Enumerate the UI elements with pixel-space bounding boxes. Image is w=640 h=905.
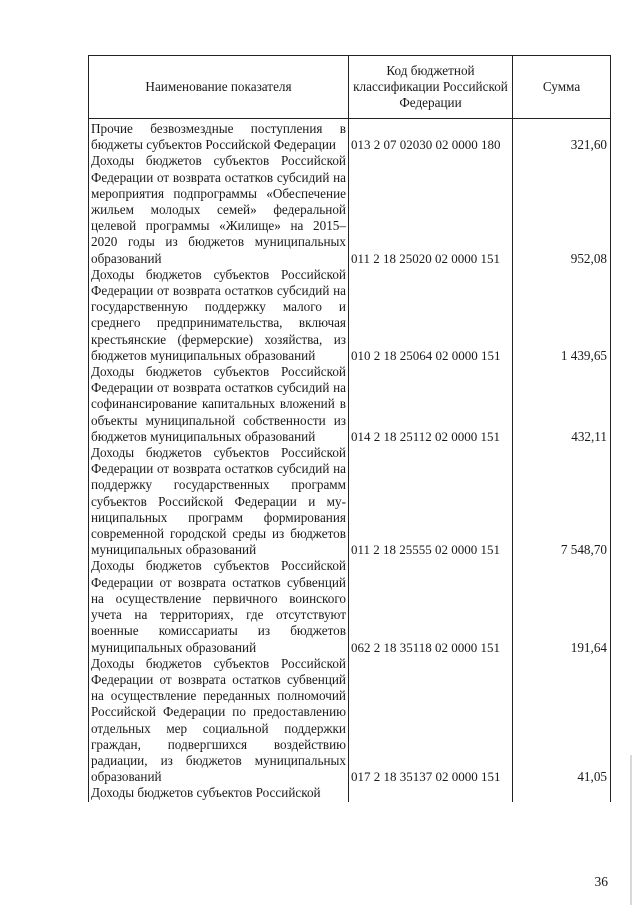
row-name: Доходы бюджетов субъектов Российской Федерации от возврата остатков субсидий на мероприятия подпрограммы «Обеспечение жильем молодых семей» федеральной целевой программы «Жилище» на 2015–2020 годы из бюджетов муниципальных образований (89, 153, 349, 266)
table-row (89, 364, 611, 445)
row-name: Доходы бюджетов субъектов Российской (89, 785, 349, 801)
row-name: Доходы бюджетов субъектов Российской Федерации от возврата остатков субсидий на софинансирование капитальных вложений в объекты муниципальной собственности из бюджетов муниципальных образований (89, 364, 349, 445)
row-code: 013 2 07 02030 02 0000 180 (349, 119, 513, 154)
revenue-table (88, 55, 611, 802)
scan-edge-shadow (630, 755, 632, 905)
header-code: Код бюджетной классификации Российской Федерации (349, 56, 513, 119)
row-code: 014 2 18 25112 02 0000 151 (349, 364, 513, 445)
row-amount: 952,08 (513, 153, 611, 266)
row-code: 017 2 18 35137 02 0000 151 (349, 656, 513, 786)
row-amount: 1 439,65 (513, 267, 611, 364)
table-row (89, 267, 611, 364)
page-number: 36 (594, 874, 608, 889)
row-amount: 191,64 (513, 558, 611, 655)
row-code: 062 2 18 35118 02 0000 151 (349, 558, 513, 655)
row-name: Доходы бюджетов субъектов Российской Федерации от возврата остатков субвенций на осуществление переданных полномочий Российской Федерации по предоставлению отдельных мер социальной поддержки граждан, подвергшихся воздействию радиации, из бюджетов муниципальных образований (89, 656, 349, 786)
header-amount: Сумма (513, 56, 611, 119)
row-code: 011 2 18 25555 02 0000 151 (349, 445, 513, 558)
row-amount (513, 785, 611, 801)
row-amount: 41,05 (513, 656, 611, 786)
row-code (349, 785, 513, 801)
row-code: 010 2 18 25064 02 0000 151 (349, 267, 513, 364)
header-name: Наименование показателя (89, 56, 349, 119)
row-name: Прочие безвозмездные поступления в бюджеты субъектов Российской Федерации (89, 119, 349, 154)
row-amount: 432,11 (513, 364, 611, 445)
table-row (89, 558, 611, 655)
table-row (89, 445, 611, 558)
table-row-continued (89, 785, 611, 801)
table-row (89, 656, 611, 786)
row-name: Доходы бюджетов субъектов Российской Федерации от возврата остатков субсидий на государственную поддержку малого и среднего предпринимательства, включая крестьянские (фермерские) хозяйства, из бюджетов муниципальных образований (89, 267, 349, 364)
table-row (89, 119, 611, 154)
row-amount: 7 548,70 (513, 445, 611, 558)
table-row (89, 153, 611, 266)
row-name: Доходы бюджетов субъектов Российской Федерации от возврата остатков субсидий на поддержку государственных программ субъектов Российской Федерации и муниципальных программ формирования современной городской среды из бюджетов муниципальных образований (89, 445, 349, 558)
row-amount: 321,60 (513, 119, 611, 154)
row-code: 011 2 18 25020 02 0000 151 (349, 153, 513, 266)
row-name: Доходы бюджетов субъектов Российской Федерации от возврата остатков субвенций на осуществление первичного воинского учета на территориях, где отсутствуют военные комиссариаты из бюджетов муниципальных образований (89, 558, 349, 655)
table-header-row (89, 56, 611, 119)
